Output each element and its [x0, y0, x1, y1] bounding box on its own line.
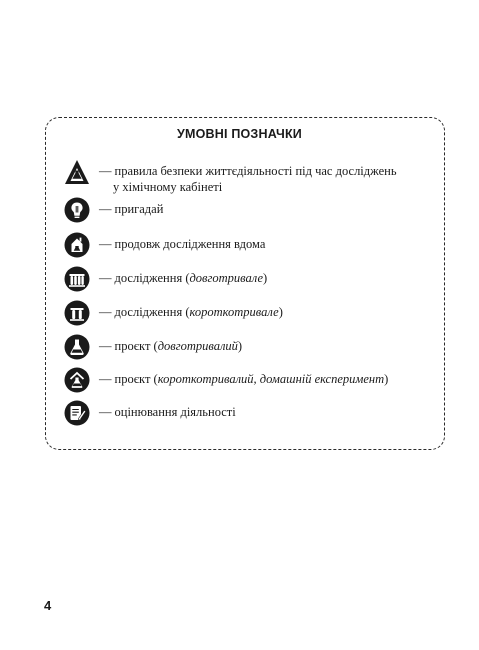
legend-item-short-research: [64, 300, 283, 326]
legend-item-label: — проєкт (довготривалий): [99, 339, 243, 353]
legend-item-label: — правила безпеки життєдіяльності під час досліджень у хімічному кабінеті: [99, 164, 397, 194]
home-research-icon: [64, 232, 90, 258]
legend-item-label-cont: у хімічному кабінеті: [113, 180, 223, 194]
legend-item-long-project: [64, 334, 242, 360]
legend-item-label: — пригадай: [99, 202, 164, 216]
long-project-icon: [64, 334, 90, 360]
legend-item-short-project: [64, 367, 388, 393]
page-number: 4: [44, 598, 52, 613]
warning-flask-icon: [64, 159, 90, 185]
legend-item-label: — дослідження (короткотривале): [99, 305, 283, 319]
assessment-icon: [64, 400, 90, 426]
legend-item-label: — продовж дослідження вдома: [99, 237, 266, 251]
legend-item-home-research: [64, 232, 265, 258]
legend-item-label: — оцінювання діяльності: [99, 405, 236, 419]
legend-item-long-research: [64, 266, 267, 292]
legend-item-safety: [64, 159, 397, 195]
short-research-icon: [64, 300, 90, 326]
short-project-icon: [64, 367, 90, 393]
legend-item-label: — проєкт (короткотривалий, домашній експеримент): [99, 372, 389, 386]
legend-title: УМОВНІ ПОЗНАЧКИ: [177, 127, 302, 141]
legend-item-remember: [64, 197, 163, 223]
long-research-icon: [64, 266, 90, 292]
legend-item-assessment: [64, 400, 236, 426]
legend-item-label: — дослідження (довготривале): [99, 271, 268, 285]
remember-idea-icon: [64, 197, 90, 223]
